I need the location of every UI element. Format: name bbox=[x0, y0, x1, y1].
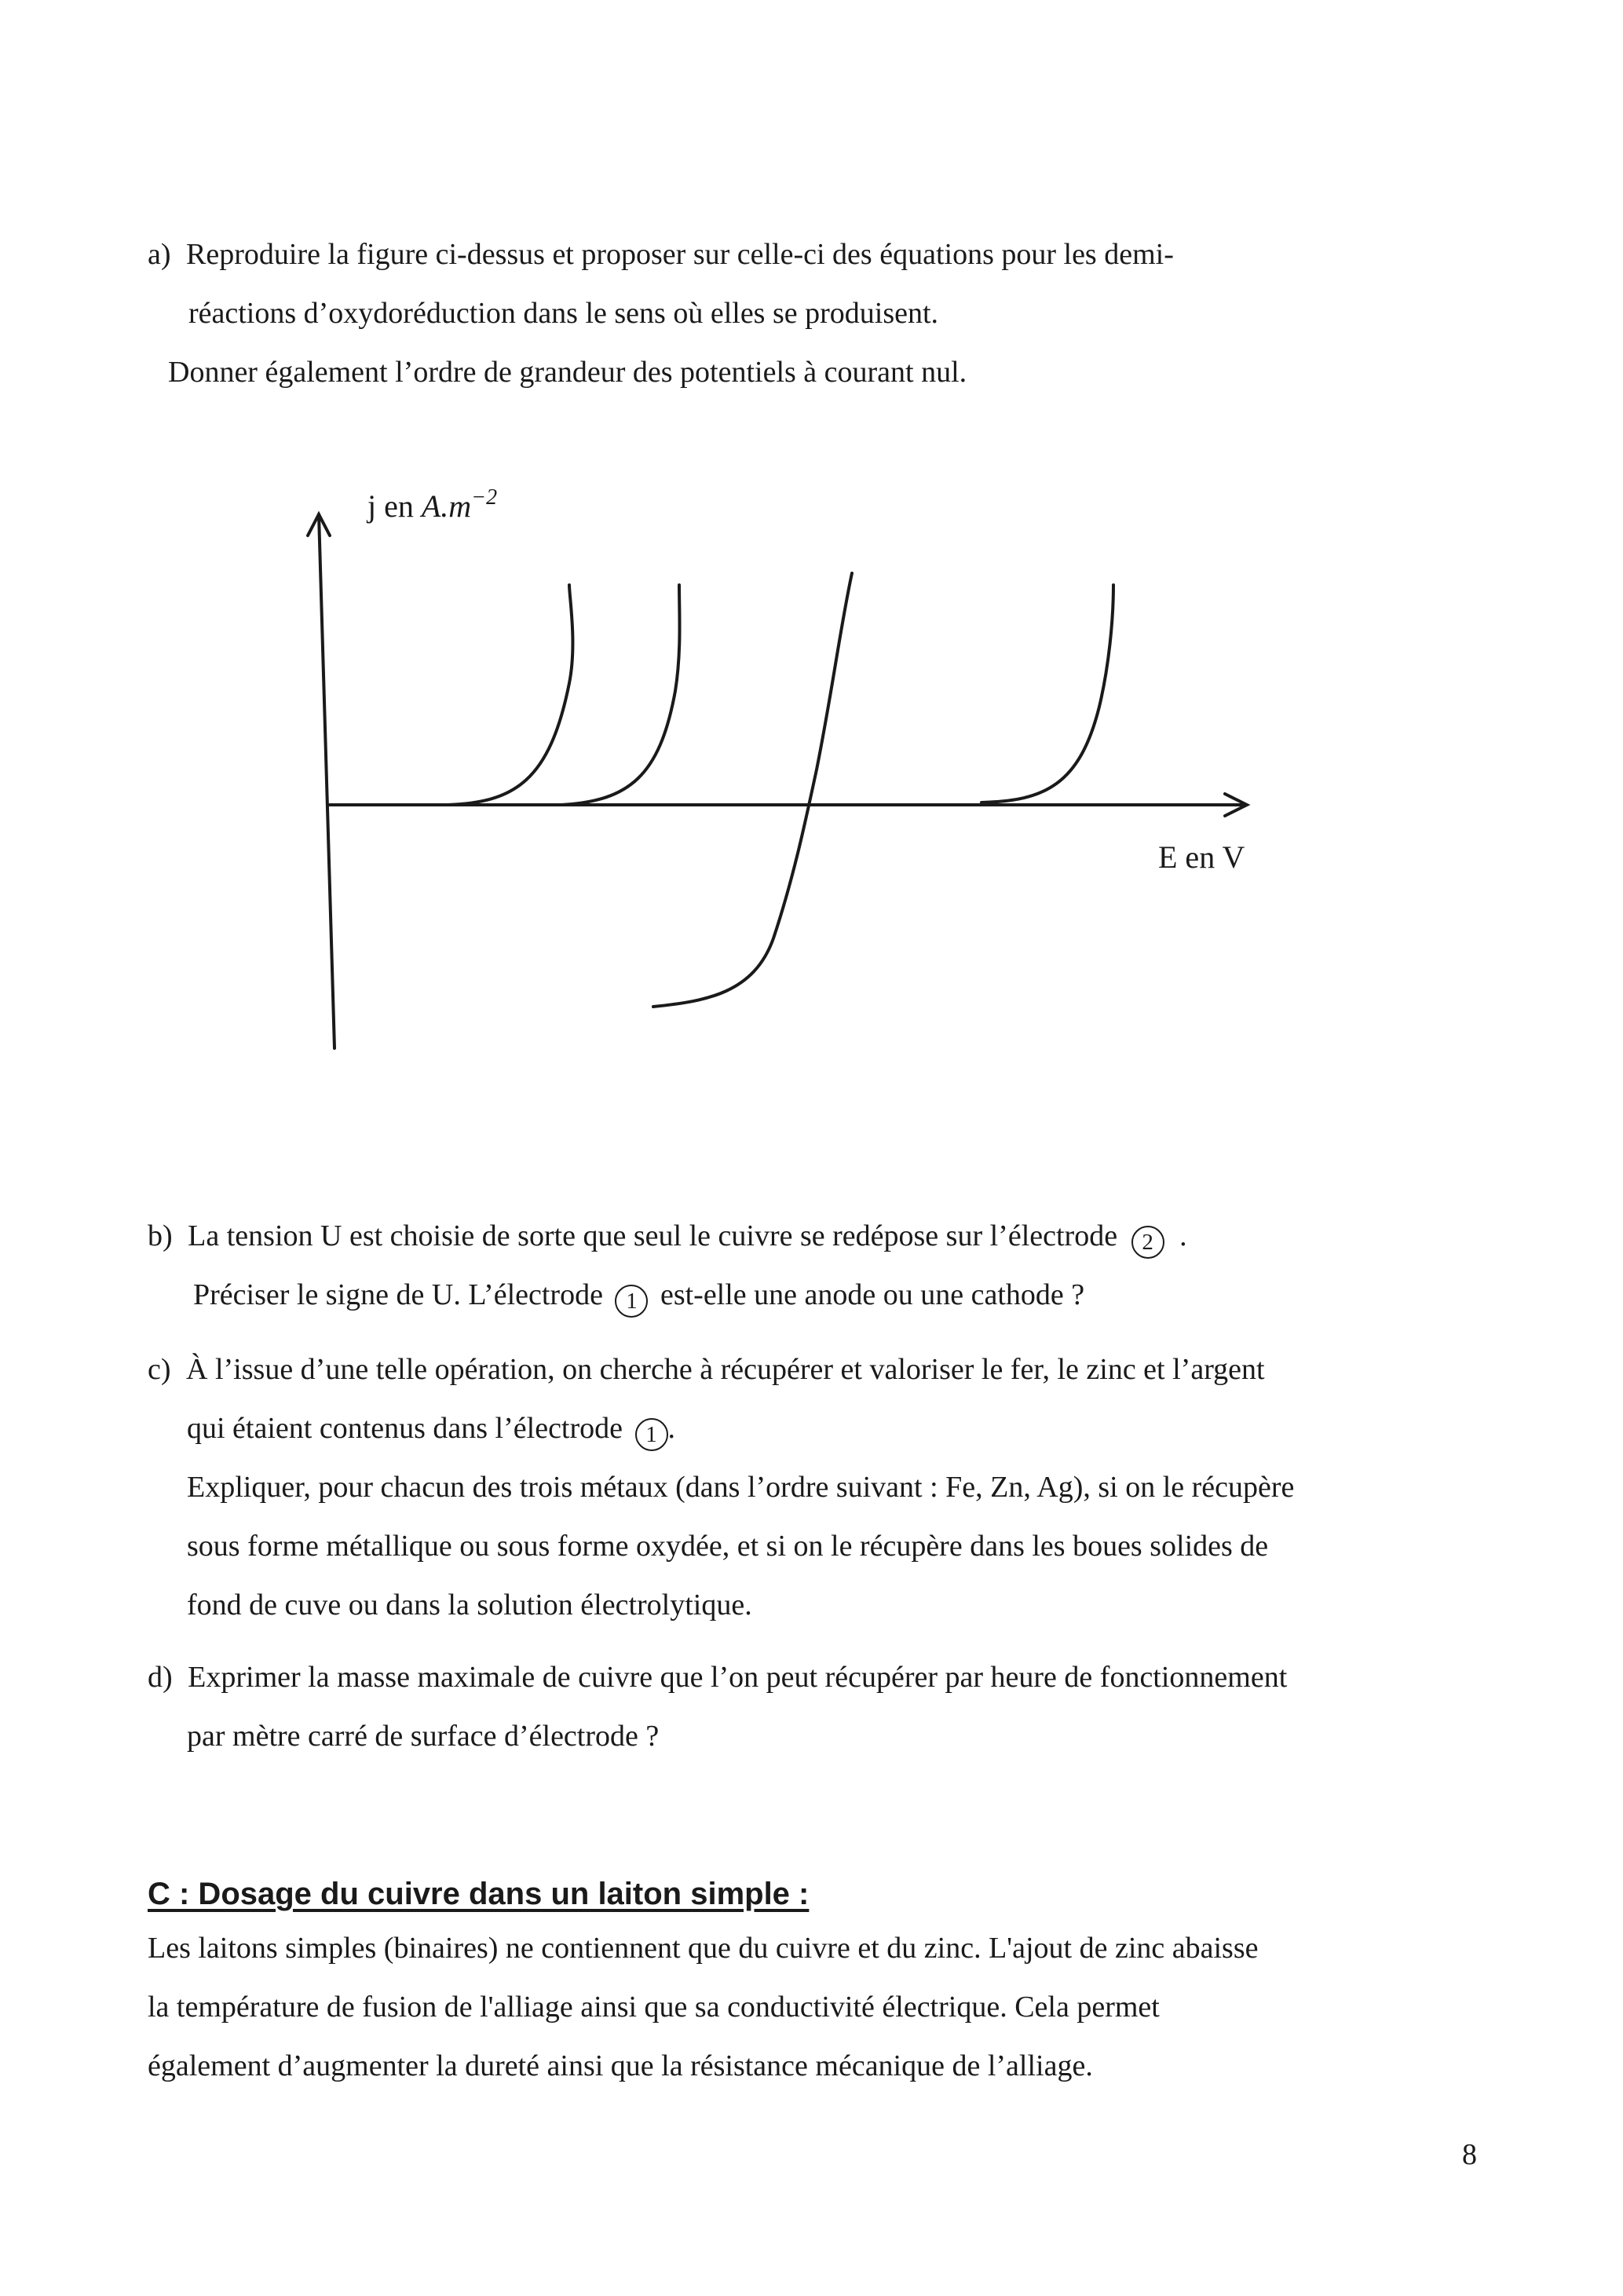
section-c-title: C : Dosage du cuivre dans un laiton simple : bbox=[148, 1877, 810, 1911]
question-c-line-2 bbox=[187, 1413, 675, 1451]
section-c-line-1: Les laitons simples (binaires) ne contiennent que du cuivre et du zinc. L'ajout de zinc abaisse bbox=[148, 1932, 1259, 1965]
question-b-line-2 bbox=[193, 1280, 1084, 1318]
current-potential-figure bbox=[0, 0, 1623, 1099]
y-axis-label: j en $A.m^{-2}$ bbox=[367, 485, 498, 524]
curve-3-redox-pair bbox=[653, 573, 852, 1007]
y-axis bbox=[319, 514, 334, 1048]
question-c-text-1: À l’issue d’une telle opération, on cherche à récupérer et valoriser le fer, le zinc et l’argent bbox=[186, 1353, 1265, 1386]
question-d-line-2: par mètre carré de surface d’électrode ? bbox=[187, 1720, 660, 1753]
question-c-text-2a: qui étaient contenus dans l’électrode bbox=[187, 1412, 623, 1445]
question-b-text-2b: est-elle une anode ou une cathode ? bbox=[660, 1278, 1085, 1311]
question-c-line-1 bbox=[148, 1355, 1265, 1384]
page-number: 8 bbox=[1462, 2138, 1477, 2171]
electrode-2-marker: 2 bbox=[1131, 1226, 1164, 1259]
electrode-1-marker-c: 1 bbox=[635, 1418, 668, 1451]
question-a-text-1: Reproduire la figure ci-dessus et proposer sur celle-ci des équations pour les demi- bbox=[186, 238, 1174, 271]
x-axis-label: E en V bbox=[1158, 839, 1245, 875]
question-a-prefix: a) bbox=[148, 238, 171, 271]
question-c-line-5: fond de cuve ou dans la solution électrolytique. bbox=[187, 1589, 752, 1621]
question-d-prefix: d) bbox=[148, 1661, 173, 1694]
question-d-line-1 bbox=[148, 1662, 1287, 1692]
question-c-line-3: Expliquer, pour chacun des trois métaux (dans l’ordre suivant : Fe, Zn, Ag), si on le récupère bbox=[187, 1471, 1295, 1504]
curve-4 bbox=[981, 585, 1113, 803]
question-c-line-4: sous forme métallique ou sous forme oxydée, et si on le récupère dans les boues solides de bbox=[187, 1530, 1269, 1563]
section-c-line-2: la température de fusion de l'alliage ainsi que sa conductivité électrique. Cela permet bbox=[148, 1991, 1160, 2024]
question-b-line-1 bbox=[148, 1221, 1187, 1259]
question-b-text-1: La tension U est choisie de sorte que seul le cuivre se redépose sur l’électrode bbox=[188, 1219, 1118, 1252]
question-a-line-2: réactions d’oxydoréduction dans le sens où elles se produisent. bbox=[188, 297, 939, 330]
question-a-line-3: Donner également l’ordre de grandeur des potentiels à courant nul. bbox=[168, 356, 967, 389]
curve-1 bbox=[448, 585, 572, 805]
curve-2 bbox=[561, 585, 680, 805]
question-c-prefix: c) bbox=[148, 1353, 171, 1386]
question-b-prefix: b) bbox=[148, 1219, 173, 1252]
question-b-text-2a: Préciser le signe de U. L’électrode bbox=[193, 1278, 603, 1311]
electrode-1-marker: 1 bbox=[615, 1285, 648, 1318]
question-c-text-2b: . bbox=[667, 1412, 676, 1445]
question-d-text-1: Exprimer la masse maximale de cuivre que l’on peut récupérer par heure de fonctionnement bbox=[188, 1661, 1288, 1694]
section-c-line-3: également d’augmenter la dureté ainsi que la résistance mécanique de l’alliage. bbox=[148, 2049, 1093, 2082]
question-b-text-1-end: . bbox=[1179, 1219, 1187, 1252]
